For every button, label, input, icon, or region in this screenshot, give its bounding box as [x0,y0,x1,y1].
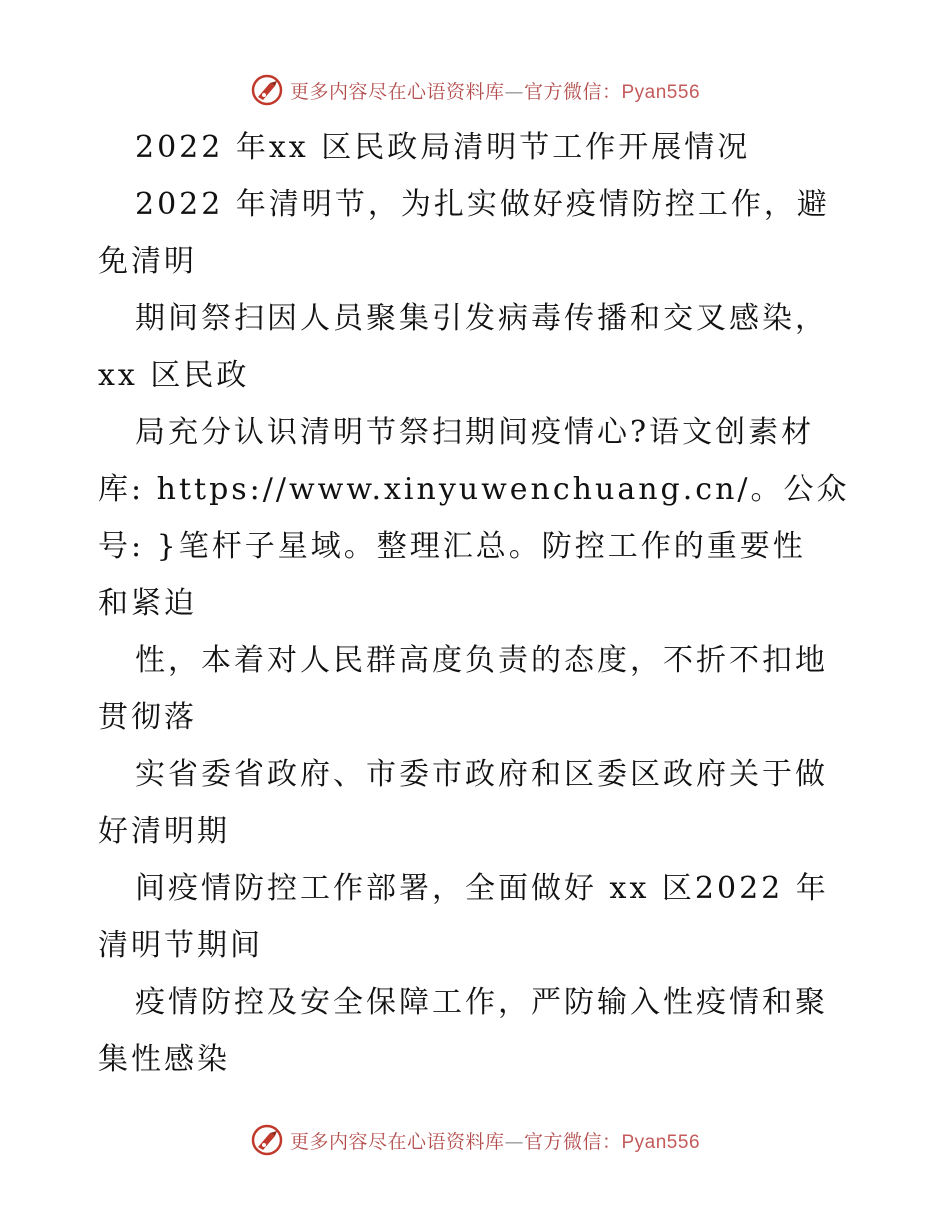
document-title: 2022 年xx 区民政局清明节工作开展情况 [135,130,751,165]
paragraph-line: 和紧迫 [98,586,197,621]
paragraph-line: 间疫情防控工作部署，全面做好 xx 区2022 年 [135,871,829,906]
paragraph-line: 库: https://www.xinyuwenchuang.cn/。公众 [98,472,850,507]
banner-text [290,1127,700,1154]
banner-wechat-label: 官方微信： [523,80,622,103]
paragraph-line: 疫情防控及安全保障工作，严防输入性疫情和聚 [135,985,828,1020]
paragraph-line: xx 区民政 [98,358,250,393]
pen-nib-logo-icon [250,73,284,107]
paragraph-line: 性，本着对人民群高度负责的态度，不折不扣地 [135,643,828,678]
footer-banner [0,1120,950,1160]
banner-wechat-id: Pyan556 [621,1131,701,1153]
header-banner [0,70,950,110]
paragraph-line: 实省委省政府、市委市政府和区委区政府关于做 [135,757,828,792]
banner-dash: — [504,1130,524,1153]
paragraph-line: 好清明期 [98,814,230,849]
banner-main-text: 更多内容尽在心语资料库 [289,80,505,103]
banner-wechat-id: Pyan556 [621,81,701,103]
banner-main-text: 更多内容尽在心语资料库 [289,1130,505,1153]
paragraph-line: 号: }笔杆子星域。整理汇总。防控工作的重要性 [98,529,806,564]
pen-nib-logo-icon [250,1123,284,1157]
paragraph-line: 2022 年清明节，为扎实做好疫情防控工作，避 [135,187,830,222]
paragraph-line: 清明节期间 [98,928,263,963]
paragraph-line: 期间祭扫因人员聚集引发病毒传播和交叉感染， [135,301,828,336]
paragraph-line: 局充分认识清明节祭扫期间疫情心?语文创素材 [135,415,815,450]
paragraph-line: 免清明 [98,244,197,279]
banner-dash: — [504,80,524,103]
paragraph-line: 集性感染 [98,1042,230,1077]
paragraph-line: 贯彻落 [98,700,197,735]
banner-text [290,77,700,104]
banner-wechat-label: 官方微信： [523,1130,622,1153]
